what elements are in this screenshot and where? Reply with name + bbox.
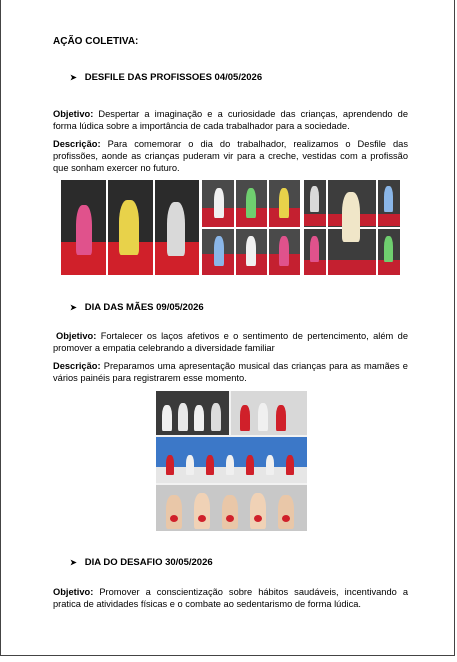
arrow-bullet-icon: ➤: [70, 73, 77, 82]
section-title-text: DIA DO DESAFIO 30/05/2026: [84, 557, 213, 568]
objective-text: Promover a conscientização sobre hábitos saudáveis, incentivando a pratica de atividades físicas e o combate ao sedentarismo de forma lúdica.: [53, 587, 408, 609]
page-heading: AÇÃO COLETIVA:: [53, 36, 139, 47]
description-label: Descrição:: [53, 139, 101, 149]
section-title-text: DIA DAS MÃES 09/05/2026: [84, 302, 204, 313]
photo-desfile-2: [202, 180, 300, 275]
description-text: Para comemorar o dia do trabalhador, realizamos o Desfile das profissões, aonde as crianças puderam vir para a creche, vestidas com a profissão que sonham exercer no futuro.: [53, 139, 408, 173]
description-text: Preparamos uma apresentação musical das crianças para as mamães e vários painéis para registrarem esse momento.: [53, 361, 408, 383]
arrow-bullet-icon: ➤: [70, 558, 77, 567]
photo-desfile-3: [304, 180, 400, 275]
photo-dia-das-maes-collage: [156, 391, 307, 531]
objective-paragraph-desfile: [53, 108, 408, 132]
objective-label: Objetivo:: [53, 587, 94, 597]
photo-desfile-1: [61, 180, 199, 275]
description-label: Descrição:: [53, 361, 101, 371]
section-title-desfile: [70, 72, 262, 83]
objective-text: Despertar a imaginação e a curiosidade das crianças, aprendendo de forma lúdica sobre a importância de cada trabalhador para a sociedade.: [53, 109, 408, 131]
objective-paragraph-dia-do-desafio: [53, 586, 408, 610]
description-paragraph-dia-das-maes: [53, 360, 408, 384]
section-title-dia-das-maes: [70, 302, 204, 313]
objective-label: Objetivo:: [56, 331, 97, 341]
objective-label: Objetivo:: [53, 109, 94, 119]
section-title-text: DESFILE DAS PROFISSOES 04/05/2026: [84, 72, 263, 83]
arrow-bullet-icon: ➤: [70, 303, 77, 312]
section-title-dia-do-desafio: [70, 557, 213, 568]
objective-paragraph-dia-das-maes: [53, 330, 408, 354]
description-paragraph-desfile: [53, 138, 408, 174]
objective-text: Fortalecer os laços afetivos e o sentimento de pertencimento, além de promover a empatia celebrando a diversidade familiar: [53, 331, 409, 353]
